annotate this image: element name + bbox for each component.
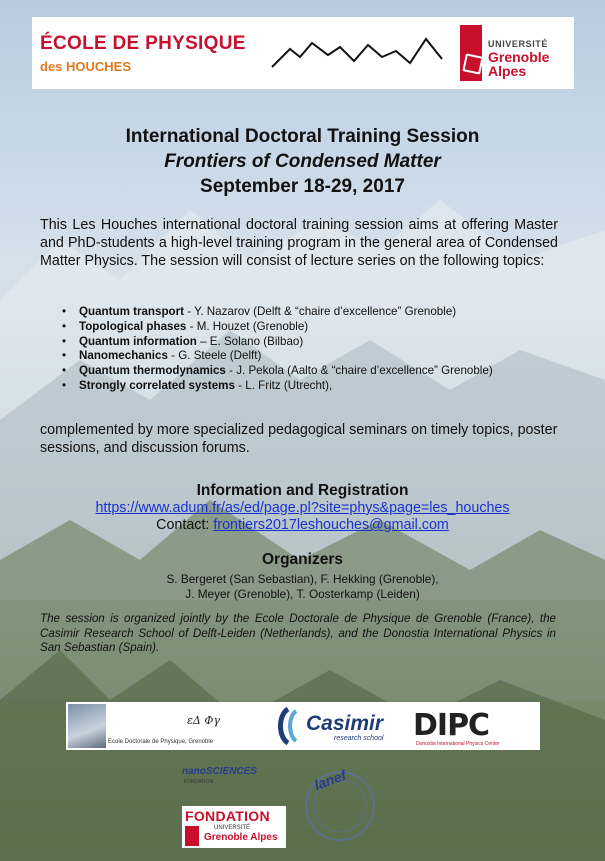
contact-line (0, 517, 605, 533)
ed-logo-symbols: εΔ Φγ (187, 714, 220, 727)
list-item: • Quantum thermodynamics - J. Pekola (Aalto & “chaire d’excellence” Grenoble) (62, 364, 493, 379)
organization-note: The session is organized jointly by the Ecole Doctorale de Physique de Grenoble (France), the Casimir Research School of Delft-Leiden (Netherlands), and the Donostia International Physics in San Sebastian (Spain). (40, 612, 556, 654)
list-item: • Strongly correlated systems - L. Fritz (Utrecht), (62, 379, 493, 394)
ed-logo-label: Ecole Doctorale de Physique, Grenoble (108, 739, 214, 745)
fondation-logo-line2: UNIVERSITÉ (214, 825, 251, 831)
session-subtitle: Frontiers of Condensed Matter (164, 151, 441, 172)
organizers-line2: J. Meyer (Grenoble), T. Oosterkamp (Leiden) (185, 587, 420, 601)
complement-paragraph: complemented by more specialized pedagogical seminars on timely topics, poster sessions, and discussion forums. (40, 422, 558, 456)
contact-email-link[interactable]: frontiers2017leshouches@gmail.com (213, 517, 449, 533)
nanosciences-logo: nanoSCIENCES (182, 766, 258, 777)
uga-logo-mark (460, 25, 482, 81)
fondation-uga-logo (182, 806, 286, 848)
topic-lecturer: G. Steele (Delft) (178, 349, 262, 363)
ed-logo-photo (68, 704, 106, 748)
topic-name: Quantum thermodynamics (79, 364, 226, 378)
uga-logo-line1: UNIVERSITÉ (488, 39, 549, 49)
mountain-peaks-icon (270, 35, 450, 75)
topic-lecturer: M. Houzet (Grenoble) (196, 319, 309, 333)
list-item: • Topological phases - M. Houzet (Grenoble) (62, 320, 493, 335)
list-item: • Quantum information – E. Solano (Bilbao) (62, 335, 493, 350)
casimir-logo: Casimir (306, 712, 384, 735)
topics-list (62, 305, 493, 394)
dipc-logo: DIPC (413, 708, 490, 743)
partner-logos-strip (66, 702, 540, 750)
topic-lecturer: J. Pekola (Aalto & “chaire d’excellence” Grenoble) (236, 364, 493, 378)
contact-label: Contact: (156, 517, 214, 533)
session-title: International Doctoral Training Session (125, 126, 480, 147)
fondation-logo-mark (185, 826, 199, 846)
fondation-logo-line3: Grenoble Alpes (204, 832, 278, 843)
info-heading: Information and Registration (196, 482, 409, 499)
casimir-logo-icon (274, 707, 304, 745)
topic-name: Topological phases (79, 319, 187, 333)
dipc-logo-sub: Donostia International Physics Center (416, 741, 500, 747)
uga-logo-line3: Alpes (488, 63, 527, 79)
organizers-heading: Organizers (262, 551, 343, 568)
organizers-line1: S. Bergeret (San Sebastian), F. Hekking (Grenoble), (166, 572, 439, 586)
topic-name: Nanomechanics (79, 349, 168, 363)
casimir-logo-sub: research school (334, 735, 384, 742)
ecole-physique-logo-line2: des HOUCHES (40, 59, 132, 74)
topic-name: Quantum transport (79, 305, 184, 318)
uga-logo-line2: Grenoble (488, 49, 550, 65)
list-item: • Quantum transport - Y. Nazarov (Delft & “chaire d’excellence” Grenoble) (62, 305, 493, 320)
session-dates: September 18-29, 2017 (200, 176, 405, 197)
header-logo-band (32, 17, 574, 89)
lanef-logo: lanef (312, 766, 349, 794)
nanosciences-logo-sub: FONDATION (184, 779, 214, 785)
topic-lecturer: Y. Nazarov (Delft & “chaire d’excellence” Grenoble) (194, 305, 457, 318)
list-item: • Nanomechanics - G. Steele (Delft) (62, 349, 493, 364)
topic-lecturer: L. Fritz (Utrecht), (245, 378, 333, 392)
fondation-logo-line1: FONDATION (185, 808, 270, 824)
intro-paragraph: This Les Houches international doctoral training session aims at offering Master and PhD-students a high-level training program in the general area of Condensed Matter Physics. The session will consist of lecture series on the following topics: (40, 217, 558, 269)
topic-name: Quantum information (79, 334, 197, 348)
ecole-physique-logo-line1: ÉCOLE DE PHYSIQUE (40, 33, 246, 54)
topic-lecturer: E. Solano (Bilbao) (209, 334, 304, 348)
topic-name: Strongly correlated systems (79, 378, 235, 392)
registration-link[interactable]: https://www.adum.fr/as/ed/page.pl?site=phys&page=les_houches (95, 500, 510, 516)
